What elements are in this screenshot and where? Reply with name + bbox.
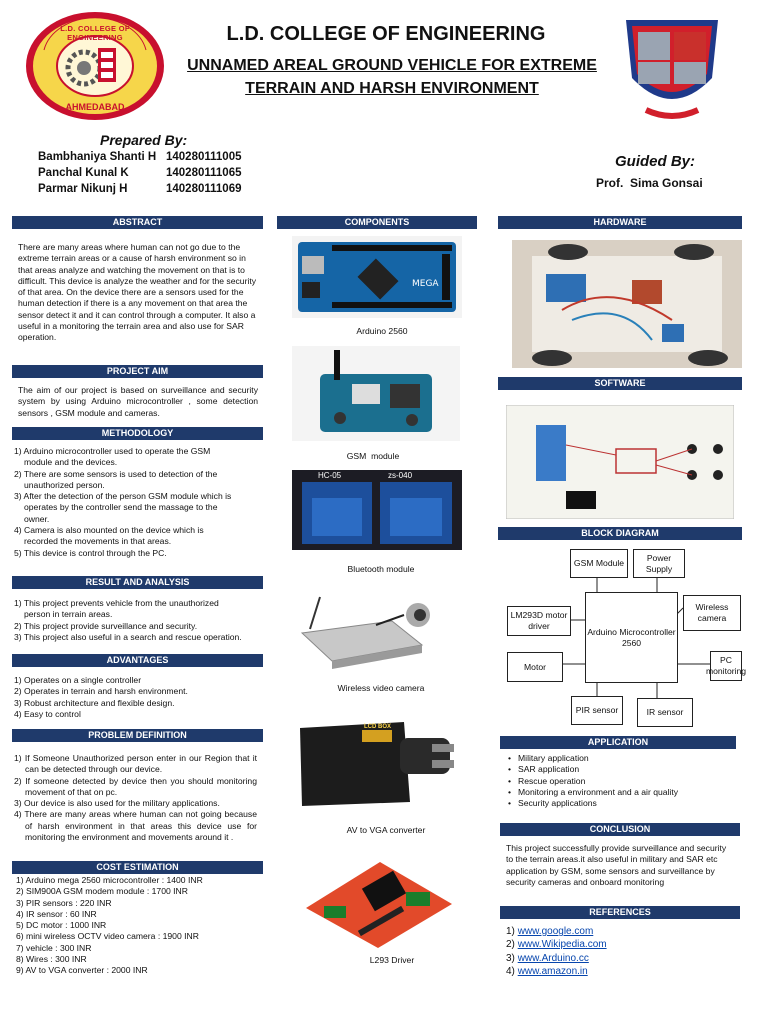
bt-label-1: HC-05 (318, 471, 342, 480)
list-item: 1) Arduino microcontroller used to operate the GSM module and the devices. (14, 446, 211, 468)
college-name: L.D. COLLEGE OF ENGINEERING (226, 23, 546, 45)
author-id: 140280111069 (166, 183, 242, 195)
bullet-icon: • (508, 798, 512, 809)
l293-driver-image (296, 848, 460, 953)
author-name: Bambhaniya Shanti H (38, 151, 157, 163)
list-item: 5) This device is control through the PC. (14, 547, 167, 558)
references-list (506, 925, 736, 979)
advantages-list (14, 675, 254, 720)
author-name: Parmar Nikunj H (38, 183, 128, 195)
application-item: SAR application (518, 764, 580, 775)
software-schematic (506, 405, 734, 519)
list-item: 4) There are many areas where human can not going because of harsh environment in that areas this device use for monitoring the environment and movements around it . (14, 809, 257, 843)
block-motor: Motor (507, 652, 563, 682)
bullet-icon: • (508, 775, 512, 786)
caption-av-vga: AV to VGA converter (346, 825, 426, 835)
reference-item (506, 952, 736, 965)
application-item: Military application (518, 753, 589, 763)
list-item: 1) Operates on a single controller (14, 675, 142, 685)
list-item: 2) There are some sensors is used to detection of the unauthorized person. (14, 468, 218, 490)
list-item: 3) This project also useful in a search and rescue operation. (14, 631, 242, 642)
list-item: 2) This project provide surveillance and security. (14, 620, 198, 631)
university-logo-right (616, 10, 728, 122)
svg-text:MEGA: MEGA (412, 279, 439, 289)
author-id: 140280111005 (166, 151, 242, 163)
list-item: 3) Our device is also used for the military applications. (14, 798, 220, 809)
list-item: 9) AV to VGA converter : 2000 INR (16, 965, 148, 976)
application-header: APPLICATION (500, 736, 736, 749)
abstract-text: There are many areas where human can not go due to the extreme terrain areas or a cause of harsh environment so in that areas analyze and watching the movement on that is to difficult. This device is analyze the weather and for the security of that area. On the device there are a sensors used for the human detection if there is a any movement on that area the sensor detect it and it can control through a computer. It also a useful in a monitoring the terrain area and also use for SAR operation. (18, 242, 257, 343)
hardware-photo (512, 240, 742, 368)
application-item: Security applications (518, 798, 597, 809)
bluetooth-module-image (292, 470, 462, 550)
logo-left-city: AHMEDABAD (65, 102, 125, 112)
hardware-header: HARDWARE (498, 216, 742, 229)
caption-bluetooth: Bluetooth module (347, 564, 415, 574)
methodology-header: METHODOLOGY (12, 427, 263, 440)
list-item: 3) Robust architecture and flexible design. (14, 697, 175, 708)
list-item: 2) Operates in terrain and harsh environment. (14, 686, 188, 697)
author-row (38, 183, 258, 199)
list-item: 5) DC motor : 1000 INR (16, 920, 107, 931)
list-item: 2) SIM900A GSM modem module : 1700 INR (16, 886, 188, 897)
reference-link-google[interactable]: www.google.com (517, 926, 594, 937)
reference-num: 1) (506, 926, 515, 937)
conclusion-header: CONCLUSION (500, 823, 740, 836)
block-diagram-header: BLOCK DIAGRAM (498, 527, 742, 540)
logo-left-text: L.D. COLLEGE OF ENGINEERING (60, 24, 130, 42)
author-row (38, 151, 258, 167)
gsm-module-image (292, 346, 460, 441)
application-list (508, 753, 736, 809)
reference-item (506, 938, 736, 951)
caption-arduino: Arduino 2560 (356, 326, 408, 336)
abstract-header: ABSTRACT (12, 216, 263, 229)
result-header: RESULT AND ANALYSIS (12, 576, 263, 589)
list-item: 1) Arduino mega 2560 microcontroller : 1400 INR (16, 875, 203, 885)
guide-name: Prof. Sima Gonsai (596, 176, 703, 190)
cost-header: COST ESTIMATION (12, 861, 263, 874)
block-diagram (505, 546, 745, 730)
author-row (38, 167, 258, 183)
application-item: Rescue operation (518, 775, 586, 786)
conclusion-text: This project successfully provide surveillance and security to the terrain areas.it also useful in military and SAR etc application by GSM, some sensors and surveillance by security cameras and onboard monitoring (506, 843, 727, 887)
result-list (14, 598, 266, 643)
reference-num: 4) (506, 966, 515, 978)
list-item: 1) This project prevents vehicle from the unauthorized person in terrain areas. (14, 598, 219, 620)
list-item: 3) PIR sensors : 220 INR (16, 897, 112, 908)
bullet-icon: • (508, 753, 512, 763)
block-arduino: Arduino Microcontroller 2560 (585, 592, 678, 683)
caption-wireless-camera: Wireless video camera (337, 683, 425, 693)
advantages-header: ADVANTAGES (12, 654, 263, 667)
block-gsm: GSM Module (570, 549, 628, 578)
list-item (508, 787, 736, 798)
references-header: REFERENCES (500, 906, 740, 919)
list-item (508, 753, 736, 764)
list-item: 4) Camera is also mounted on the device which is recorded the movements in that areas. (14, 525, 204, 547)
list-item: 3) After the detection of the person GSM module which is operates by the controller send the massage to the owner. (14, 491, 232, 524)
arduino-board-image (292, 236, 462, 318)
block-pc: PC monitoring (710, 651, 742, 681)
reference-num: 2) (506, 939, 515, 951)
av-vga-converter-image (292, 708, 460, 816)
guided-by-label: Guided By: (615, 153, 696, 170)
college-logo-left (24, 10, 166, 122)
reference-num: 3) (506, 952, 515, 964)
reference-item (506, 925, 736, 938)
vga-label: LCD BOX (364, 724, 391, 730)
list-item: 7) vehicle : 300 INR (16, 942, 92, 953)
block-ir: IR sensor (637, 698, 693, 727)
bullet-icon: • (508, 786, 512, 797)
list-item: 6) mini wireless OCTV video camera : 1900 INR (16, 931, 199, 942)
list-item: 4) IR sensor : 60 INR (16, 908, 97, 919)
methodology-list (14, 446, 236, 559)
reference-link-wikipedia[interactable]: www.Wikipedia.com (517, 939, 607, 951)
problem-list (14, 753, 257, 843)
reference-link-arduino[interactable]: www.Arduino.cc (517, 952, 589, 964)
authors-list (38, 151, 258, 199)
application-item: Monitoring a environment and a air quality (518, 786, 679, 797)
author-id: 140280111065 (166, 167, 242, 179)
cost-list (16, 875, 264, 977)
list-item (508, 764, 736, 775)
reference-item (506, 965, 736, 978)
project-title-line1: UNNAMED AREAL GROUND VEHICLE FOR EXTREME (187, 57, 597, 74)
caption-l293: L293 Driver (369, 955, 415, 965)
bullet-icon: • (508, 764, 512, 775)
block-pir: PIR sensor (571, 696, 623, 725)
list-item: 2) If someone detected by device then you should monitoring movement of that on pc. (14, 775, 257, 797)
caption-gsm: GSM module (346, 451, 400, 461)
prepared-by-label: Prepared By: (100, 132, 188, 148)
author-name: Panchal Kunal K (38, 167, 129, 179)
block-camera: Wireless camera (683, 595, 741, 631)
reference-link-amazon[interactable]: www.amazon.in (517, 966, 588, 978)
wireless-camera-image (292, 585, 460, 675)
list-item: 8) Wires : 300 INR (16, 954, 87, 965)
aim-text: The aim of our project is based on surveillance and security system by using Arduino microcontroller , some detection sensors , GSM module and cameras. (18, 385, 258, 418)
block-lm293: LM293D motor driver (507, 606, 571, 636)
list-item: 1) If Someone Unauthorized person enter in our Region that it can be detected through our device. (14, 753, 257, 775)
block-power: Power Supply (633, 549, 685, 578)
list-item: 4) Easy to control (14, 708, 81, 719)
list-item (508, 776, 736, 787)
list-item (508, 798, 736, 809)
problem-header: PROBLEM DEFINITION (12, 729, 263, 742)
components-header: COMPONENTS (277, 216, 477, 229)
bt-label-2: zs-040 (388, 471, 413, 480)
aim-header: PROJECT AIM (12, 365, 263, 378)
software-header: SOFTWARE (498, 377, 742, 390)
project-title-line2: TERRAIN AND HARSH ENVIRONMENT (245, 80, 539, 97)
